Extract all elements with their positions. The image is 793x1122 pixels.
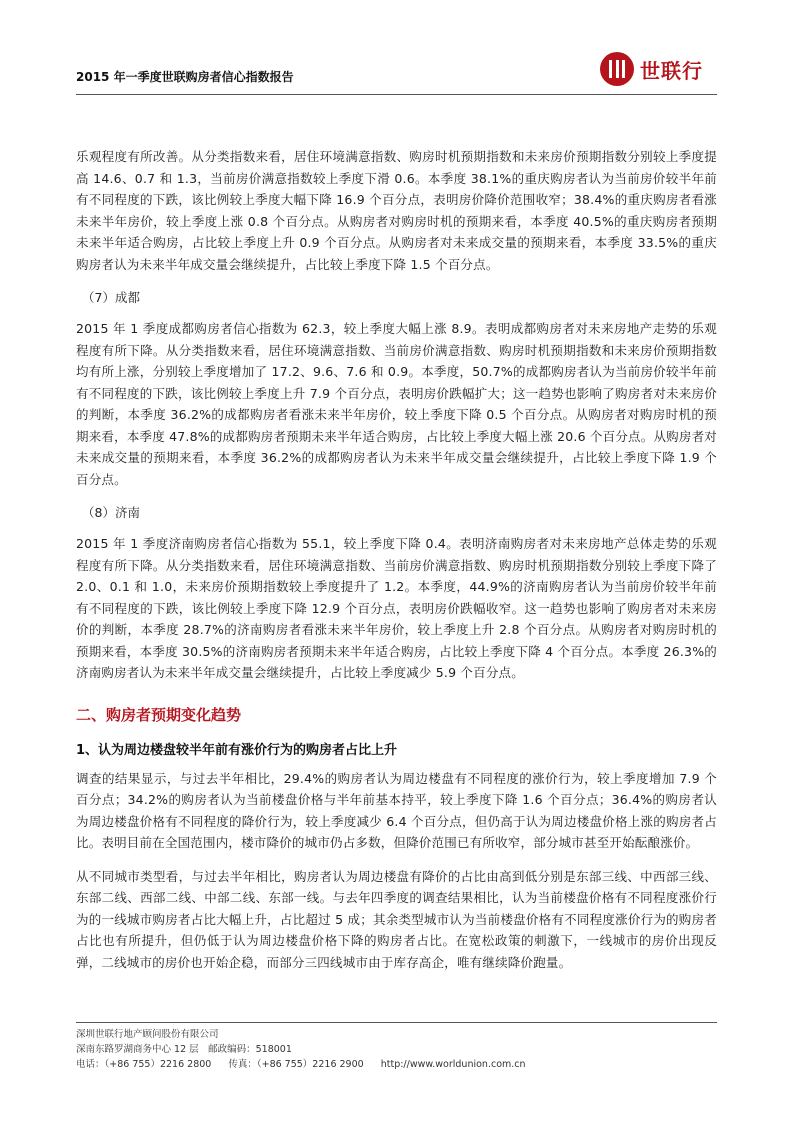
paragraph-survey: 调查的结果显示，与过去半年相比，29.4%的购房者认为周边楼盘有不同程度的涨价行为，较上季度增加 7.9 个百分点；34.2%的购房者认为当前楼盘价格与半年前基本持平，较上季度下降 1.6 个百分点；36.4%的购房者认为周边楼盘价格有不同程度的降价行为，较上季度减少 6.4 个百分点，但仍高于认为周边楼盘价格上涨的购房者占比。表明目前在全国范围内，楼市降价的城市仍占多数，但降价范围已有所收窄，部分城市甚至开始酝酿涨价。: [76, 770, 717, 850]
footer-fax: 传真：（+86 755）2216 2900: [228, 1059, 364, 1070]
footer-divider: [76, 1022, 717, 1023]
section-title: 二、购房者预期变化趋势: [76, 705, 242, 724]
logo-text: 世联行: [640, 58, 703, 83]
heading-jinan: （8）济南: [82, 505, 140, 520]
heading-chengdu: （7）成都: [82, 290, 140, 305]
header-divider: [76, 94, 717, 95]
footer-url[interactable]: http://www.worldunion.com.cn: [380, 1059, 526, 1070]
paragraph-jinan: 2015 年 1 季度济南购房者信心指数为 55.1，较上季度下降 0.4。表明济南购房者对未来房地产总体走势的乐观程度有所下降。从分类指数来看，居住环境满意指数、当前房价满意指数、购房时机预期指数分别较上季度下降了 2.0、0.1 和 1.0，未来房价预期指数较上季度提升了 1.2。本季度，44.9%的济南购房者认为当前房价较半年前有不同程度的下跌，该比例较上季度下降 12.9 个百分点，表明房价跌幅收窄。这一趋势也影响了购房者对未来房价的判断，本季度 28.7%的济南购房者看涨未来半年房价，较上季度上升 2.8 个百分点。从购房者对购房时机的预期来看，本季度 30.5%的济南购房者预期未来半年适合购房，占比较上季度下降 4 个百分点。本季度 26.3%的济南购房者认为未来半年成交量会继续提升，占比较上季度减少 5.9 个百分点。: [76, 536, 717, 680]
paragraph-city-type: 从不同城市类型看，与过去半年相比，购房者认为周边楼盘有降价的占比由高到低分别是东部三线、中西部三线、东部二线、西部二线、中部二线、东部一线。与去年四季度的调查结果相比，认为当前楼盘价格有不同程度涨价行为的一线城市购房者占比大幅上升，占比超过 5 成；其余类型城市认为当前楼盘价格有不同程度涨价行为的购房者占比也有所提升，但仍低于认为周边楼盘价格下降的购房者占比。在宽松政策的刺激下，一线城市的房价出现反弹，二线城市的房价也开始企稳，而部分三四线城市由于库存高企，唯有继续降价跑量。: [76, 868, 717, 970]
footer-phone: 电话：（+86 755）2216 2800: [76, 1059, 212, 1070]
paragraph-chongqing: 乐观程度有所改善。从分类指数来看，居住环境满意指数、购房时机预期指数和未来房价预期指数分别较上季度提高 14.6、0.7 和 1.3，当前房价满意指数较上季度下滑 0.6。本季度 38.1%的重庆购房者认为当前房价较半年前有不同程度的下跌，该比例较上季度大幅下降 16.9 个百分点，表明房价降价范围收窄；38.4%的重庆购房者看涨未来半年房价，较上季度上涨 0.8 个百分点。从购房者对购房时机的预期来看，本季度 40.5%的重庆购房者预期未来半年适合购房，占比较上季度上升 0.9 个百分点。从购房者对未来成交量的预期来看，本季度 33.5%的重庆购房者认为未来半年成交量会继续提升，占比较上季度下降 1.5 个百分点。: [76, 149, 717, 272]
footer-address: 深南东路罗湖商务中心 12 层 邮政编码：518001: [76, 1044, 292, 1055]
subsection-title: 1、认为周边楼盘较半年前有涨价行为的购房者占比上升: [76, 742, 398, 758]
document-body: [76, 146, 717, 985]
company-logo: [600, 52, 703, 86]
footer: [76, 1027, 540, 1072]
logo-emblem-icon: [600, 52, 634, 86]
footer-company: 深圳世联行地产顾问股份有限公司: [76, 1029, 219, 1040]
report-title: 2015 年一季度世联购房者信心指数报告: [76, 70, 294, 84]
paragraph-chengdu: 2015 年 1 季度成都购房者信心指数为 62.3，较上季度大幅上涨 8.9。表明成都购房者对未来房地产走势的乐观程度有所下降。从分类指数来看，居住环境满意指数、当前房价满意指数、购房时机预期指数和未来房价预期指数均有所上涨，分别较上季度增加了 17.2、9.6、7.6 和 0.9。本季度，50.7%的成都购房者认为当前房价较半年前有不同程度的下跌，该比例较上季度上升 7.9 个百分点，表明房价跌幅扩大；这一趋势也影响了购房者对未来房价的判断，本季度 36.2%的成都购房者看涨未来半年房价，较上季度下降 0.5 个百分点。从购房者对购房时机的预期来看，本季度 47.8%的成都购房者预期未来半年适合购房，占比较上季度大幅上涨 20.6 个百分点。从购房者对未来成交量的预期来看，本季度 36.2%的成都购房者认为未来半年成交量会继续提升，占比较上季度下降 1.9 个百分点。: [76, 321, 717, 487]
